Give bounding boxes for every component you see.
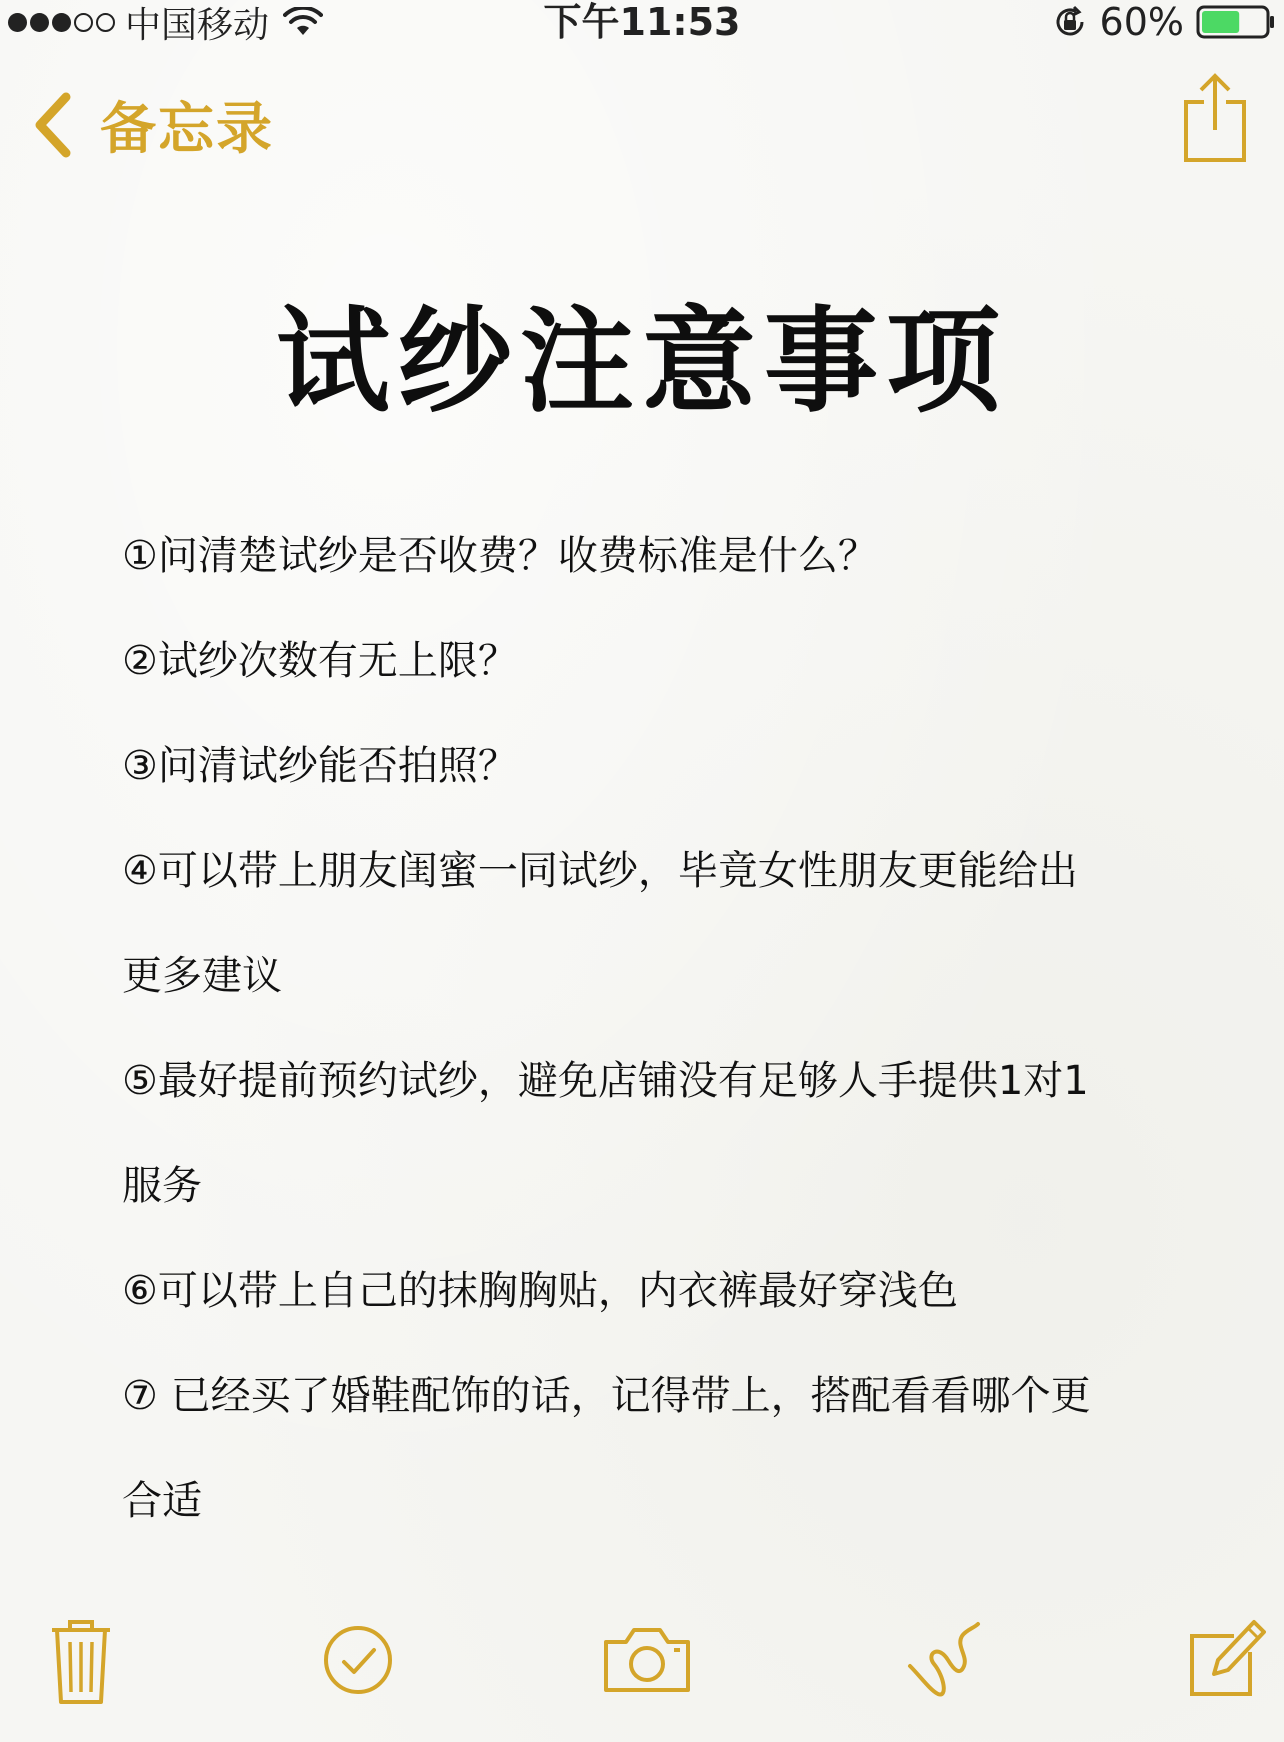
back-button[interactable] [30, 82, 274, 168]
navigation-bar [0, 70, 1284, 180]
bottom-toolbar [0, 1602, 1284, 1742]
camera-icon [600, 1624, 694, 1696]
checkmark-icon [322, 1624, 394, 1696]
sketch-icon [904, 1616, 984, 1700]
note-line: ①问清楚试纱是否收费？收费标准是什么？ [122, 533, 878, 579]
back-label: 备忘录 [100, 97, 274, 162]
note-line: ④可以带上朋友闺蜜一同试纱，毕竟女性朋友更能给出 [122, 848, 1078, 894]
rotation-lock-icon [1052, 4, 1088, 40]
compose-icon [1186, 1612, 1266, 1698]
carrier-name: 中国移动 [125, 4, 270, 46]
checklist-button[interactable] [322, 1624, 394, 1696]
sketch-button[interactable] [904, 1616, 984, 1700]
status-right [1052, 0, 1276, 44]
note-line: ③问清试纱能否拍照？ [122, 743, 518, 789]
note-line: 合适 [122, 1478, 202, 1524]
note-line: ⑥可以带上自己的抹胸胸贴，内衣裤最好穿浅色 [122, 1268, 958, 1314]
status-time: 下午11:53 [543, 0, 741, 44]
note-title: 试纱注意事项 [275, 295, 1008, 428]
note-line: 更多建议 [122, 953, 282, 999]
trash-icon [48, 1616, 114, 1708]
note-line: 服务 [122, 1163, 202, 1209]
battery-percent: 60% [1099, 0, 1184, 44]
status-bar [0, 0, 1284, 44]
battery-icon [1196, 5, 1276, 39]
share-icon [1180, 72, 1250, 164]
note-line: ⑦ 已经买了婚鞋配饰的话，记得带上，搭配看看哪个更 [122, 1373, 1091, 1419]
camera-button[interactable] [600, 1624, 694, 1696]
note-body[interactable] [122, 504, 1182, 1554]
share-button[interactable] [1180, 72, 1250, 164]
note-line: ②试纱次数有无上限？ [122, 638, 518, 684]
note-line: ⑤最好提前预约试纱，避免店铺没有足够人手提供1对1 [122, 1058, 1089, 1104]
battery-level [1202, 11, 1239, 33]
chevron-left-icon [30, 91, 74, 159]
delete-button[interactable] [48, 1616, 114, 1708]
compose-button[interactable] [1186, 1612, 1266, 1698]
